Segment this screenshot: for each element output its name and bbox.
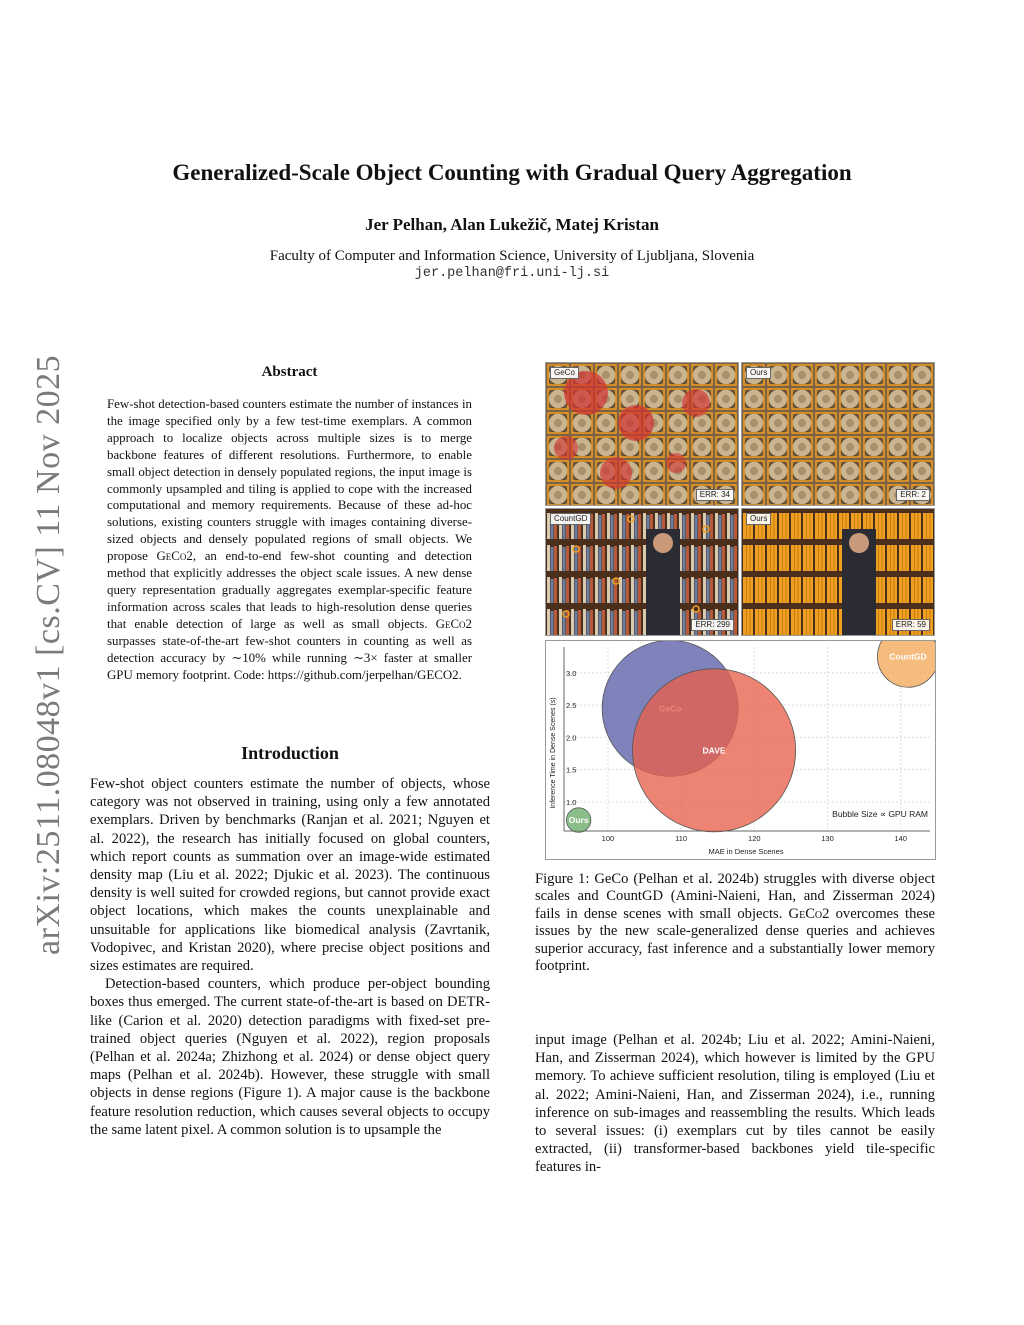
x-tick-label: 130	[821, 834, 834, 843]
paragraph: Detection-based counters, which produce per-object bounding boxes thus emerged. The current state-of-the-art is based on DETR-like (Carion et al. 2020) detection paradigms with fixed-set pre-trained object queries (Nguyen et al. 2022), region proposals (Pelhan et al. 2024a; Zhizhong et al. 2024) or dense object query maps (Pelhan et al. 2024b). However, these struggle with small objects in dense regions (Figure 1). A major cause is the backbone feature resolution reduction, which causes several objects to occupy the same latent pixel. A common solution is to upsample the	[90, 976, 490, 1138]
x-tick-label: 140	[894, 834, 907, 843]
bubble-label: CountGD	[889, 651, 927, 662]
figure-caption: Figure 1: GeCo (Pelhan et al. 2024b) struggles with diverse object scales and CountGD (Amini-Naieni, Han, and Zisserman 2024) fails in dense scenes with small objects. GeCo2 overcomes these issues by the new scale-generalized dense queries and achieves superior accuracy, fast inference and a substantially lower memory footprint.	[535, 871, 935, 975]
abstract-text: Few-shot detection-based counters estimate the number of instances in the image specified only by a few test-time exemplars. A common approach to localize objects across multiple sizes is to merge backbone features of different resolutions. Furthermore, to enable small object detection in densely populated regions, the input image is commonly upsampled and tiling is applied to cope with the increased computational and memory requirements. Because of these ad-hoc solutions, existing counters struggle with images containing diverse-sized objects and densely populated regions of small objects. We propose GeCo2, an end-to-end few-shot counting and detection method that explicitly addresses the object scale issues. A new dense query representation gradually aggregates exemplar-specific feature information across scales that leads to high-resolution dense queries that enable detection of large as well as small objects. GeCo2 surpasses state-of-the-art few-shot counters in counting as well as detection accuracy by ∼10% while running ∼3× faster at smaller GPU memory footprint. Code: https://github.com/jerpelhan/GECO2.	[107, 397, 472, 682]
panel-error-label: ERR: 2	[896, 489, 930, 501]
abstract-heading: Abstract	[261, 364, 318, 380]
paper-authors: Jer Pelhan, Alan Lukežič, Matej Kristan	[365, 215, 659, 234]
y-tick-label: 2.5	[566, 701, 577, 711]
figure-panel-geco-logs	[545, 362, 739, 506]
x-tick-label: 100	[601, 834, 615, 843]
bookshelf-image	[742, 509, 934, 635]
method-name: GeCo2	[156, 549, 193, 564]
method-name: GeCo2	[435, 616, 472, 631]
figure-1	[545, 362, 934, 858]
panel-error-label: ERR: 299	[691, 619, 734, 631]
logs-image	[546, 363, 738, 505]
bubble-chart-svg	[546, 641, 935, 859]
bubble-chart	[545, 640, 936, 860]
x-tick-label: 120	[748, 834, 761, 843]
y-axis-label: Inference Time in Dense Scenes (s)	[550, 697, 557, 809]
y-tick-label: 3.0	[566, 668, 577, 678]
panel-method-label: GeCo	[550, 367, 579, 379]
figure-panel-countgd-books	[545, 508, 739, 636]
bubble-label: DAVE	[702, 745, 726, 756]
introduction-right-column	[535, 1031, 935, 1177]
figure-panel-ours-logs	[741, 362, 935, 506]
introduction-heading: Introduction	[241, 743, 339, 763]
introduction-left-column	[90, 775, 490, 1139]
paper-title: Generalized-Scale Object Counting with Gradual Query Aggregation	[172, 160, 852, 185]
affiliation: Faculty of Computer and Information Science, University of Ljubljana, Slovenia	[269, 248, 755, 264]
panel-method-label: Ours	[746, 367, 771, 379]
y-tick-label: 2.0	[566, 733, 577, 743]
chart-legend: Bubble Size ∝ GPU RAM	[832, 809, 928, 819]
panel-method-label: CountGD	[550, 513, 591, 525]
figure-panel-ours-books	[741, 508, 935, 636]
x-axis-label: MAE in Dense Scenes	[708, 847, 784, 856]
logs-image	[742, 363, 934, 505]
arxiv-identifier: arXiv:2511.08048v1 [cs.CV] 11 Nov 2025	[30, 354, 67, 955]
panel-method-label: Ours	[746, 513, 771, 525]
y-tick-label: 1.5	[566, 765, 577, 775]
panel-error-label: ERR: 59	[892, 619, 930, 631]
bubbles	[566, 641, 935, 832]
paragraph: Few-shot object counters estimate the number of objects, whose category was not observed in training, using only a few annotated exemplars. Driven by benchmarks (Ranjan et al. 2021; Nguyen et al. 2022), the research has initially focused on global counters, which report counts as summation over an image-wide estimated density map (Liu et al. 2022; Djukic et al. 2023). The continuous density is well suited for crowded regions, but cannot provide exact object locations, which makes the counts unexplainable and unsuitable for applications like biomedical analysis (Zavrtanik, Vodopivec, and Kristan 2020), where precise object positions and sizes estimates are required.	[90, 776, 490, 975]
bookshelf-image	[546, 509, 738, 635]
bubble-label: Ours	[568, 815, 589, 826]
author-email: jer.pelhan@fri.uni-lj.si	[414, 266, 610, 281]
y-tick-label: 1.0	[566, 797, 577, 807]
paragraph: input image (Pelhan et al. 2024b; Liu et al. 2022; Amini-Naieni, Han, and Zisserman 2024), which however is limited by the GPU memory. To achieve sufficient resolution, tiling is employed (Liu et al. 2022; Amini-Naieni, Han, and Zisserman 2024), i.e., running inference on sub-images and reassembling the results. Which leads to several issues: (i) exemplars cut by tiles cannot be easily extracted, (ii) transformer-based backbones yield tile-specific features in-	[535, 1032, 935, 1176]
x-tick-label: 110	[675, 834, 688, 843]
panel-error-label: ERR: 34	[696, 489, 734, 501]
method-name: GeCo2	[788, 905, 830, 922]
bubble-countgd	[877, 641, 935, 687]
